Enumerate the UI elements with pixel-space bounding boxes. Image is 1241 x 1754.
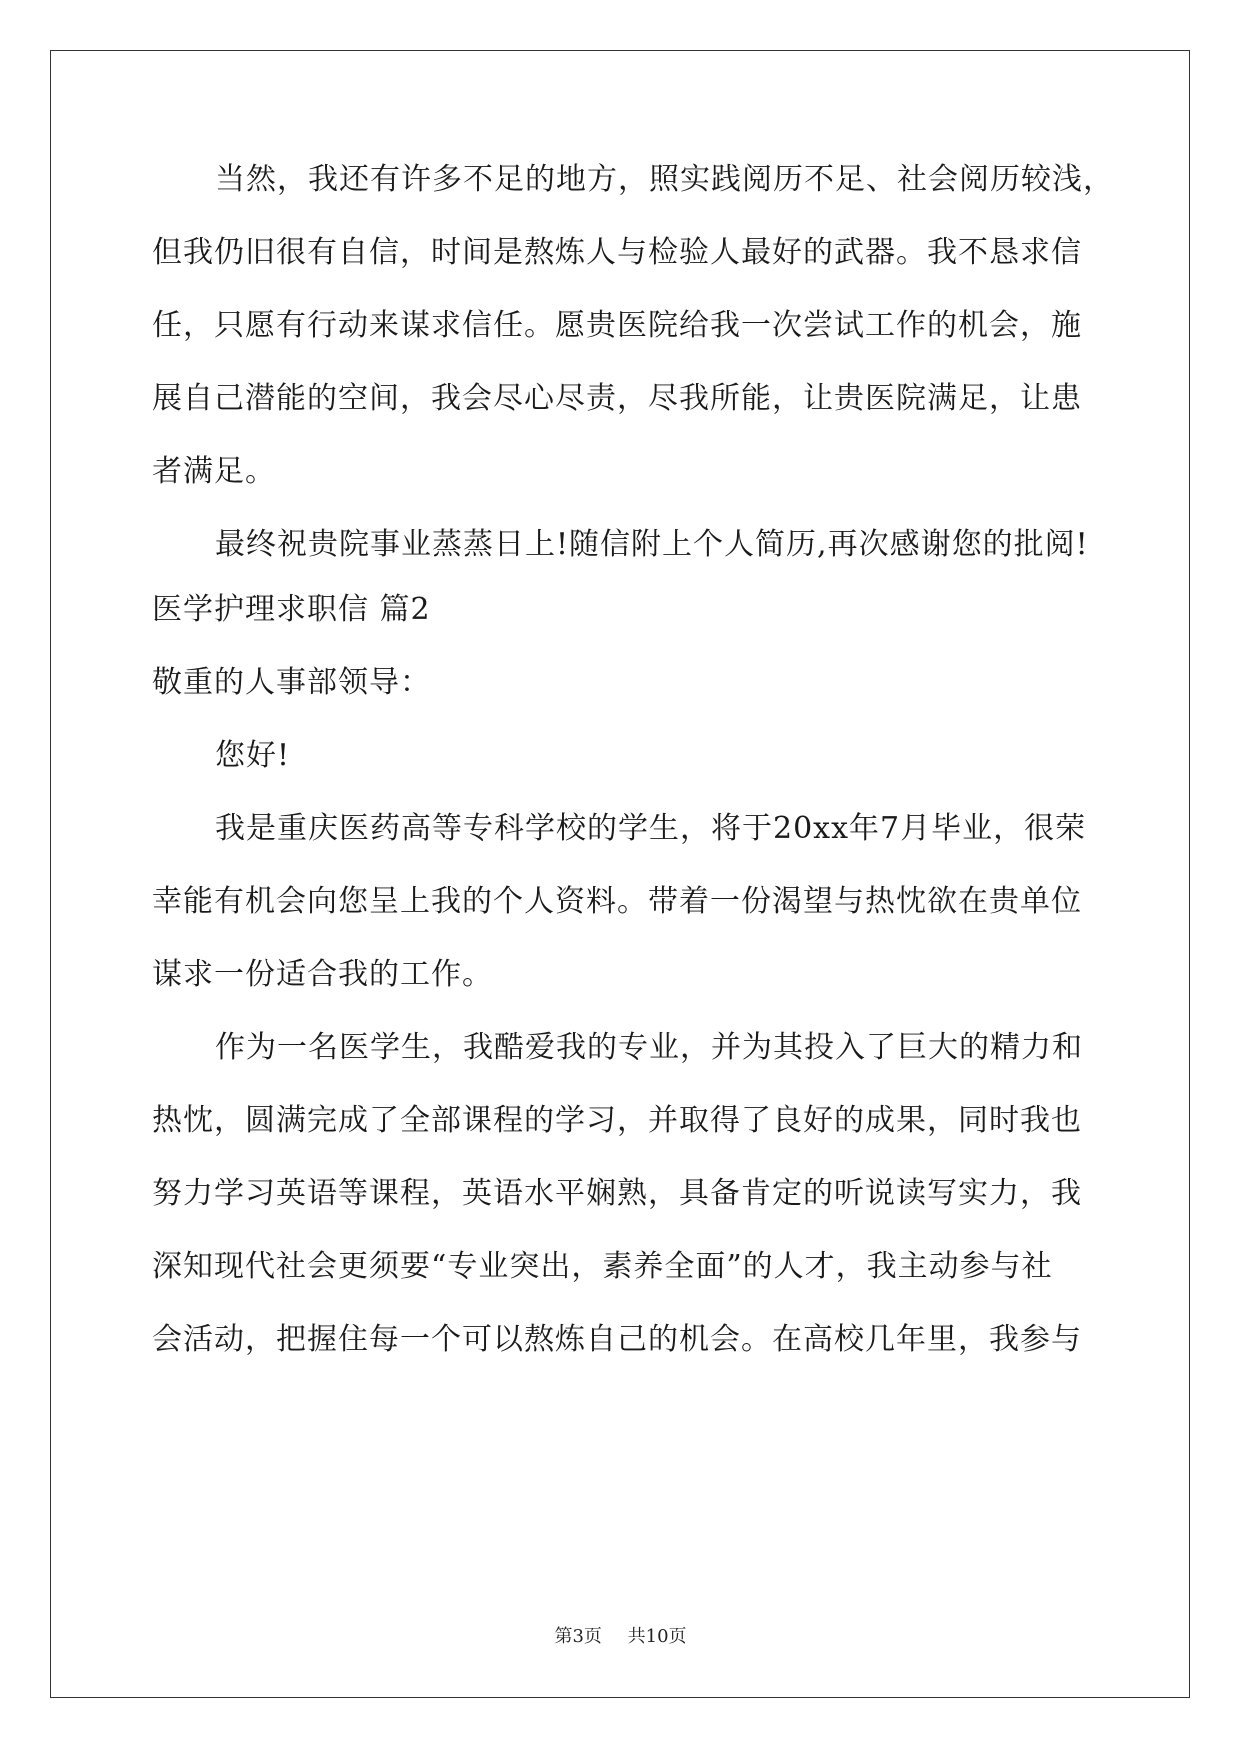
closing-wish: 最终祝贵院事业蒸蒸日上!随信附上个人简历,再次感谢您的批阅! xyxy=(215,527,1089,562)
paragraph-line: 努力学习英语等课程，英语水平娴熟，具备肯定的听说读写实力，我 xyxy=(152,1176,1082,1211)
page-footer xyxy=(0,1625,1241,1649)
page-number: 第3页 xyxy=(554,1626,602,1647)
section-heading: 医学护理求职信 篇2 xyxy=(152,592,431,627)
page-total: 共10页 xyxy=(627,1626,687,1647)
paragraph-line: 深知现代社会更须要“专业突出，素养全面”的人才，我主动参与社 xyxy=(152,1249,1053,1284)
page-border xyxy=(50,50,1190,1698)
paragraph-line: 当然，我还有许多不足的地方，照实践阅历不足、社会阅历较浅， xyxy=(215,162,1114,197)
salutation: 敬重的人事部领导： xyxy=(152,665,431,700)
paragraph-line: 会活动，把握住每一个可以熬炼自己的机会。在高校几年里，我参与 xyxy=(152,1322,1082,1357)
paragraph-line: 谋求一份适合我的工作。 xyxy=(152,957,493,992)
paragraph-line: 热忱，圆满完成了全部课程的学习，并取得了良好的成果，同时我也 xyxy=(152,1103,1082,1138)
paragraph-line: 作为一名医学生，我酷爱我的专业，并为其投入了巨大的精力和 xyxy=(215,1030,1083,1065)
paragraph-line: 但我仍旧很有自信，时间是熬炼人与检验人最好的武器。我不恳求信 xyxy=(152,235,1082,270)
paragraph-line: 者满足。 xyxy=(152,454,276,489)
paragraph-line: 任，只愿有行动来谋求信任。愿贵医院给我一次尝试工作的机会，施 xyxy=(152,308,1082,343)
paragraph-line: 展自己潜能的空间，我会尽心尽责，尽我所能，让贵医院满足，让患 xyxy=(152,381,1082,416)
paragraph-line: 幸能有机会向您呈上我的个人资料。带着一份渴望与热忱欲在贵单位 xyxy=(152,884,1082,919)
paragraph-line: 我是重庆医药高等专科学校的学生，将于20xx年7月毕业，很荣 xyxy=(215,811,1087,846)
greeting: 您好! xyxy=(215,738,291,773)
